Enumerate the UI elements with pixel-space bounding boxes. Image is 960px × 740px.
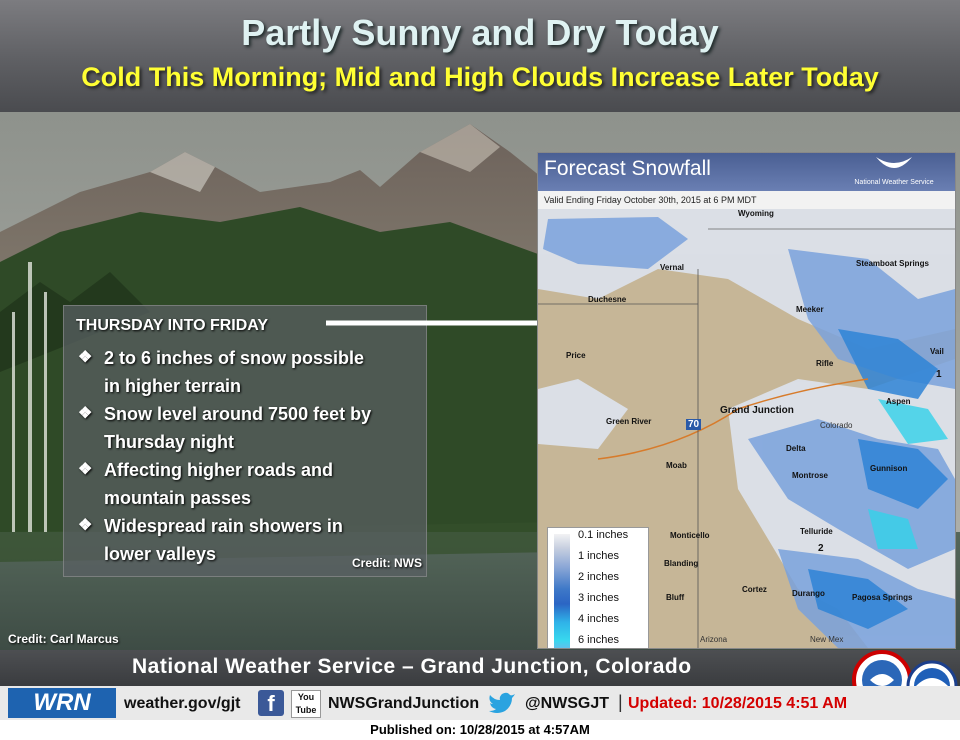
separator: | bbox=[618, 692, 623, 712]
city-label: Telluride bbox=[800, 527, 833, 536]
state-label: New Mex bbox=[810, 635, 844, 644]
snowfall-map bbox=[537, 152, 956, 649]
legend-label: 6 inches bbox=[578, 634, 619, 646]
valid-time: Valid Ending Friday October 30th, 2015 at 6 PM MDT bbox=[538, 191, 956, 209]
city-label: Price bbox=[566, 351, 586, 360]
info-heading: THURSDAY INTO FRIDAY bbox=[76, 317, 269, 334]
photo-credit: Credit: Carl Marcus bbox=[8, 632, 119, 646]
published-time: Published on: 10/28/2015 at 4:57AM bbox=[370, 722, 590, 737]
city-label: Montrose bbox=[792, 471, 828, 480]
city-label: Blanding bbox=[664, 559, 699, 568]
header-banner bbox=[0, 0, 960, 112]
bullet-line: mountain passes bbox=[104, 488, 252, 508]
page-subtitle: Cold This Morning; Mid and High Clouds Increase Later Today bbox=[81, 62, 879, 92]
bullet-line: Affecting higher roads and bbox=[104, 460, 334, 480]
facebook-name[interactable]: NWSGrandJunction bbox=[328, 695, 480, 712]
twitter-icon[interactable] bbox=[487, 689, 517, 717]
bullet-item bbox=[76, 344, 421, 400]
contour-label: 1 bbox=[936, 369, 942, 380]
city-label: Vail bbox=[930, 347, 944, 356]
city-label: Meeker bbox=[796, 305, 824, 314]
website-link[interactable]: weather.gov/gjt bbox=[124, 695, 241, 712]
city-label: Gunnison bbox=[870, 464, 908, 473]
legend-label: 3 inches bbox=[578, 592, 619, 604]
state-label: Arizona bbox=[700, 635, 728, 644]
updated-time: Updated: 10/28/2015 4:51 AM bbox=[628, 695, 848, 712]
bullet-item bbox=[76, 400, 421, 456]
nws-credit: Credit: NWS bbox=[352, 556, 422, 570]
city-label: Rifle bbox=[816, 359, 834, 368]
state-label: Colorado bbox=[820, 421, 853, 430]
diamond-bullet-icon: ❖ bbox=[78, 405, 93, 422]
city-label: Aspen bbox=[886, 397, 911, 406]
city-label: Durango bbox=[792, 589, 825, 598]
diamond-bullet-icon: ❖ bbox=[78, 461, 93, 478]
office-name: National Weather Service – Grand Junction, Colorado bbox=[132, 655, 692, 678]
city-label: Steamboat Springs bbox=[856, 259, 929, 268]
nws-wing-icon bbox=[874, 155, 914, 177]
bullet-line: 2 to 6 inches of snow possible bbox=[104, 348, 365, 368]
contour-label: 2 bbox=[818, 543, 824, 554]
city-label-grand-junction: Grand Junction bbox=[720, 405, 794, 416]
bullet-line: Thursday night bbox=[104, 432, 234, 452]
city-label: Monticello bbox=[670, 531, 710, 540]
wrn-logo: WRN bbox=[8, 688, 116, 718]
page-title: Partly Sunny and Dry Today bbox=[241, 12, 719, 53]
city-label: Vernal bbox=[660, 263, 685, 272]
map-header bbox=[538, 153, 955, 191]
diamond-bullet-icon: ❖ bbox=[78, 517, 93, 534]
legend-label: 1 inches bbox=[578, 550, 619, 562]
city-label: Moab bbox=[666, 461, 687, 470]
bullet-list bbox=[76, 344, 421, 568]
bullet-line: Snow level around 7500 feet by bbox=[104, 404, 372, 424]
map-area bbox=[538, 209, 955, 648]
city-label: Bluff bbox=[666, 593, 685, 602]
facebook-icon[interactable]: f bbox=[258, 690, 284, 716]
forecast-info-box bbox=[63, 305, 427, 577]
snowfall-legend bbox=[547, 527, 649, 649]
legend-label: 0.1 inches bbox=[578, 529, 629, 541]
interstate-shield: 70 bbox=[688, 419, 700, 430]
youtube-icon[interactable]: You Tube bbox=[291, 690, 321, 718]
diamond-bullet-icon: ❖ bbox=[78, 349, 93, 366]
map-title: Forecast Snowfall bbox=[544, 157, 711, 180]
legend-label: 2 inches bbox=[578, 571, 619, 583]
nws-map-logo bbox=[839, 155, 949, 186]
bullet-line: lower valleys bbox=[104, 544, 217, 564]
city-label: Pagosa Springs bbox=[852, 593, 913, 602]
legend-label: 4 inches bbox=[578, 613, 619, 625]
city-label: Delta bbox=[786, 444, 806, 453]
bullet-item bbox=[76, 456, 421, 512]
city-label: Green River bbox=[606, 417, 652, 426]
twitter-handle[interactable]: @NWSGJT bbox=[525, 695, 610, 712]
state-label: Wyoming bbox=[738, 209, 774, 218]
city-label: Duchesne bbox=[588, 295, 627, 304]
city-label: Cortez bbox=[742, 585, 767, 594]
map-logo-text: National Weather Service bbox=[854, 179, 934, 186]
legend-color-bar bbox=[554, 534, 570, 649]
bullet-line: in higher terrain bbox=[104, 376, 242, 396]
bullet-line: Widespread rain showers in bbox=[104, 516, 343, 536]
